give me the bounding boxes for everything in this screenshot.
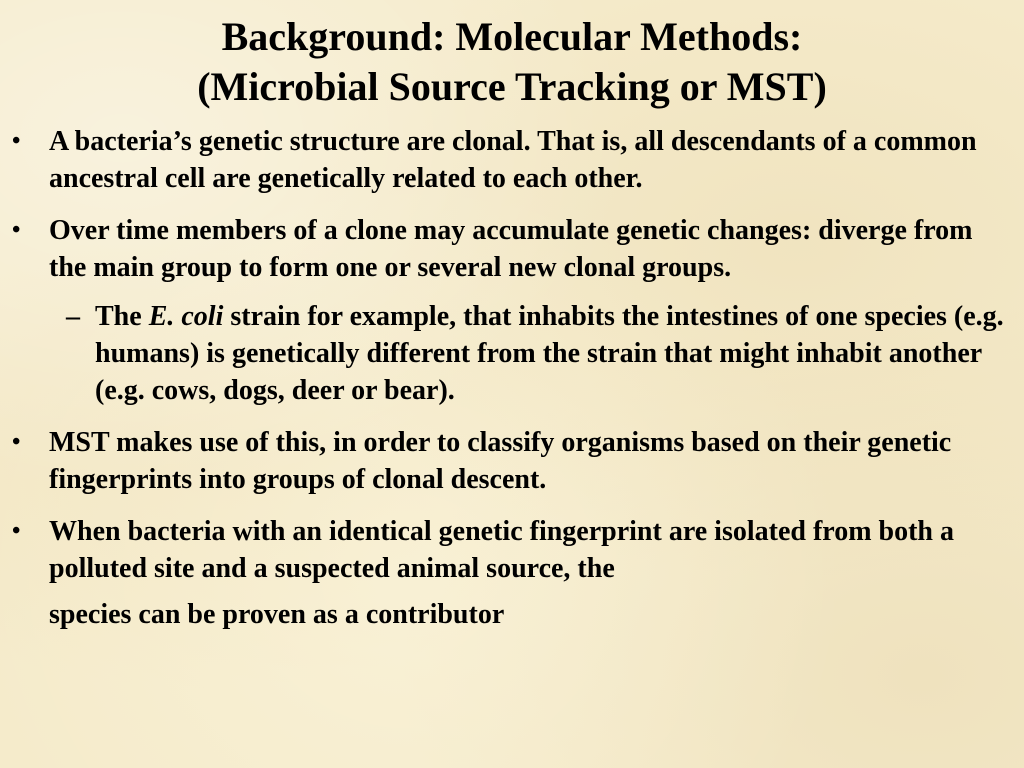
sub-bullet-item [0, 298, 1024, 409]
species-name-ecoli: E. coli [148, 301, 224, 332]
bullet-text: A bacteria’s genetic structure are clonal. That is, all descendants of a common ancestral cell are genetically related to each other. [49, 126, 977, 194]
bullet-item [0, 424, 1024, 498]
dash-marker: – [66, 301, 80, 332]
bullet-list [0, 123, 1024, 648]
bullet-text: When bacteria with an identical genetic fingerprint are isolated from both a polluted site and a suspected animal source, the [49, 516, 954, 584]
slide-title [0, 12, 1024, 112]
bullet-item [0, 123, 1024, 197]
bullet-item [0, 513, 1024, 633]
bullet-item [0, 212, 1024, 286]
bullet-text: MST makes use of this, in order to classify organisms based on their genetic fingerprints into groups of clonal descent. [49, 427, 952, 495]
sub-bullet-text-post: strain for example, that inhabits the intestines of one species (e.g. humans) is genetically different from the strain that might inhabit another (e.g. cows, dogs, deer or bear). [95, 301, 1004, 406]
bullet-marker: • [12, 217, 21, 243]
bullet-marker: • [12, 429, 21, 455]
sub-bullet-text-pre: The [95, 301, 149, 332]
bullet-text: Over time members of a clone may accumulate genetic changes: diverge from the main group to form one or several new clonal groups. [49, 215, 973, 283]
title-line-1: Background: Molecular Methods: [221, 14, 803, 59]
bullet-marker: • [12, 518, 21, 544]
bullet-marker: • [12, 128, 21, 154]
bullet-text-last-line: species can be proven as a contributor [49, 599, 505, 630]
title-line-2: (Microbial Source Tracking or MST) [197, 64, 827, 109]
